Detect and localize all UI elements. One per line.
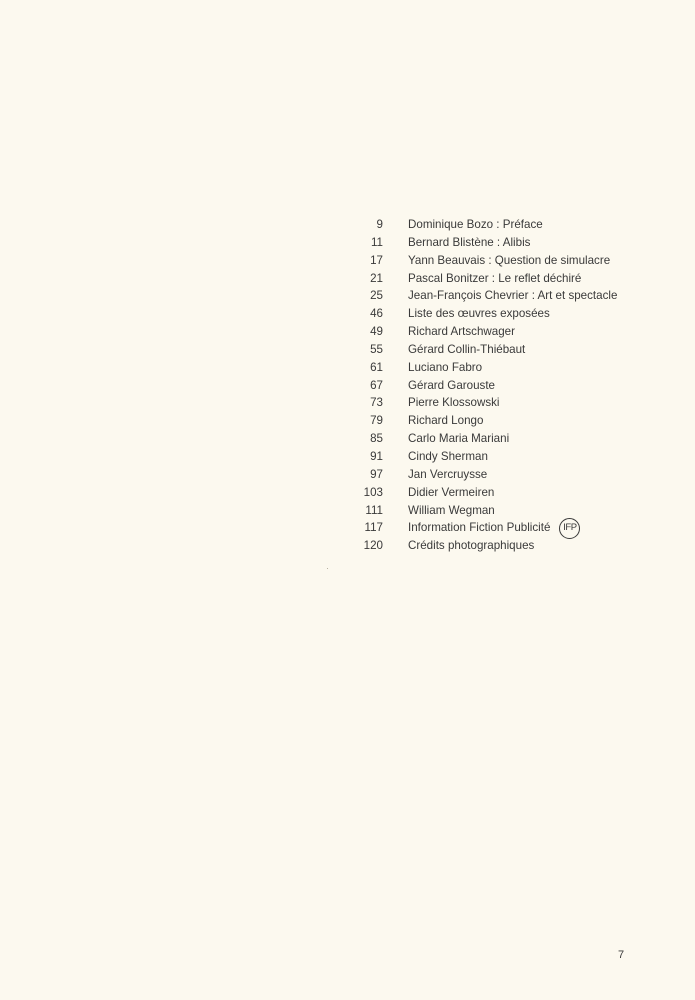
toc-entry [340,216,670,234]
toc-title: Dominique Bozo : Préface [408,218,543,231]
toc-entry [340,270,670,288]
toc-page-number: 111 [365,503,383,517]
toc-entry [340,484,670,502]
toc-title: Richard Longo [408,414,484,428]
toc-entry [340,466,670,484]
toc-title: Luciano Fabro [408,360,483,374]
toc-page-number: 55 [370,342,383,356]
toc-title: Richard Artschwager [408,325,515,339]
toc-page-number: 73 [370,396,383,410]
toc-title: Crédits photographiques [408,539,535,553]
toc-entry [340,519,670,537]
toc-entry [340,412,670,430]
toc-title: Liste des œuvres exposées [408,307,550,321]
table-of-contents [340,216,670,555]
toc-title-with-logo [408,518,580,539]
toc-entry [340,323,670,341]
toc-title: Didier Vermeiren [408,485,495,499]
page-number: 7 [618,949,625,961]
toc-entry [340,502,670,520]
toc-title: William Wegman [408,503,495,517]
toc-title: Gérard Garouste [408,378,495,392]
toc-title: Gérard Collin-Thiébaut [408,342,526,356]
toc-title: Jean-François Chevrier : Art et spectacle [408,289,618,303]
toc-title: Pascal Bonitzer : Le reflet déchiré [408,271,582,285]
toc-page-number: 49 [370,325,383,339]
toc-entry [340,252,670,270]
toc-page-number: 91 [370,449,383,463]
toc-page-number: 67 [370,378,383,392]
toc-entry [340,377,670,395]
toc-page-number: 9 [376,218,383,231]
toc-entry [340,394,670,412]
toc-title: Carlo Maria Mariani [408,432,510,446]
toc-entry [340,234,670,252]
toc-entry [340,359,670,377]
toc-page-number: 46 [370,307,383,321]
toc-entry [340,448,670,466]
ifp-logo-icon: IFP [559,518,580,539]
toc-page-number: 61 [370,360,383,374]
paper-speck [327,568,328,569]
toc-page-number: 120 [363,539,383,553]
toc-entry [340,537,670,555]
toc-entry [340,305,670,323]
toc-page-number: 97 [370,467,383,481]
toc-page-number: 21 [370,271,383,285]
toc-title: Bernard Blistène : Alibis [408,235,531,249]
toc-title-text: Information Fiction Publicité [408,521,551,535]
toc-entry [340,341,670,359]
toc-title: Cindy Sherman [408,449,488,463]
toc-entry [340,287,670,305]
toc-page-number: 79 [370,414,383,428]
toc-page-number: 11 [370,235,383,249]
toc-title: Jan Vercruysse [408,467,488,481]
toc-page-number: 85 [370,432,383,446]
toc-title: Yann Beauvais : Question de simulacre [408,253,611,267]
toc-page-number: 103 [363,485,383,499]
toc-title: Pierre Klossowski [408,396,500,410]
toc-page-number: 17 [370,253,383,267]
toc-entry [340,430,670,448]
toc-page-number: 25 [370,289,383,303]
toc-page-number: 117 [364,521,383,535]
